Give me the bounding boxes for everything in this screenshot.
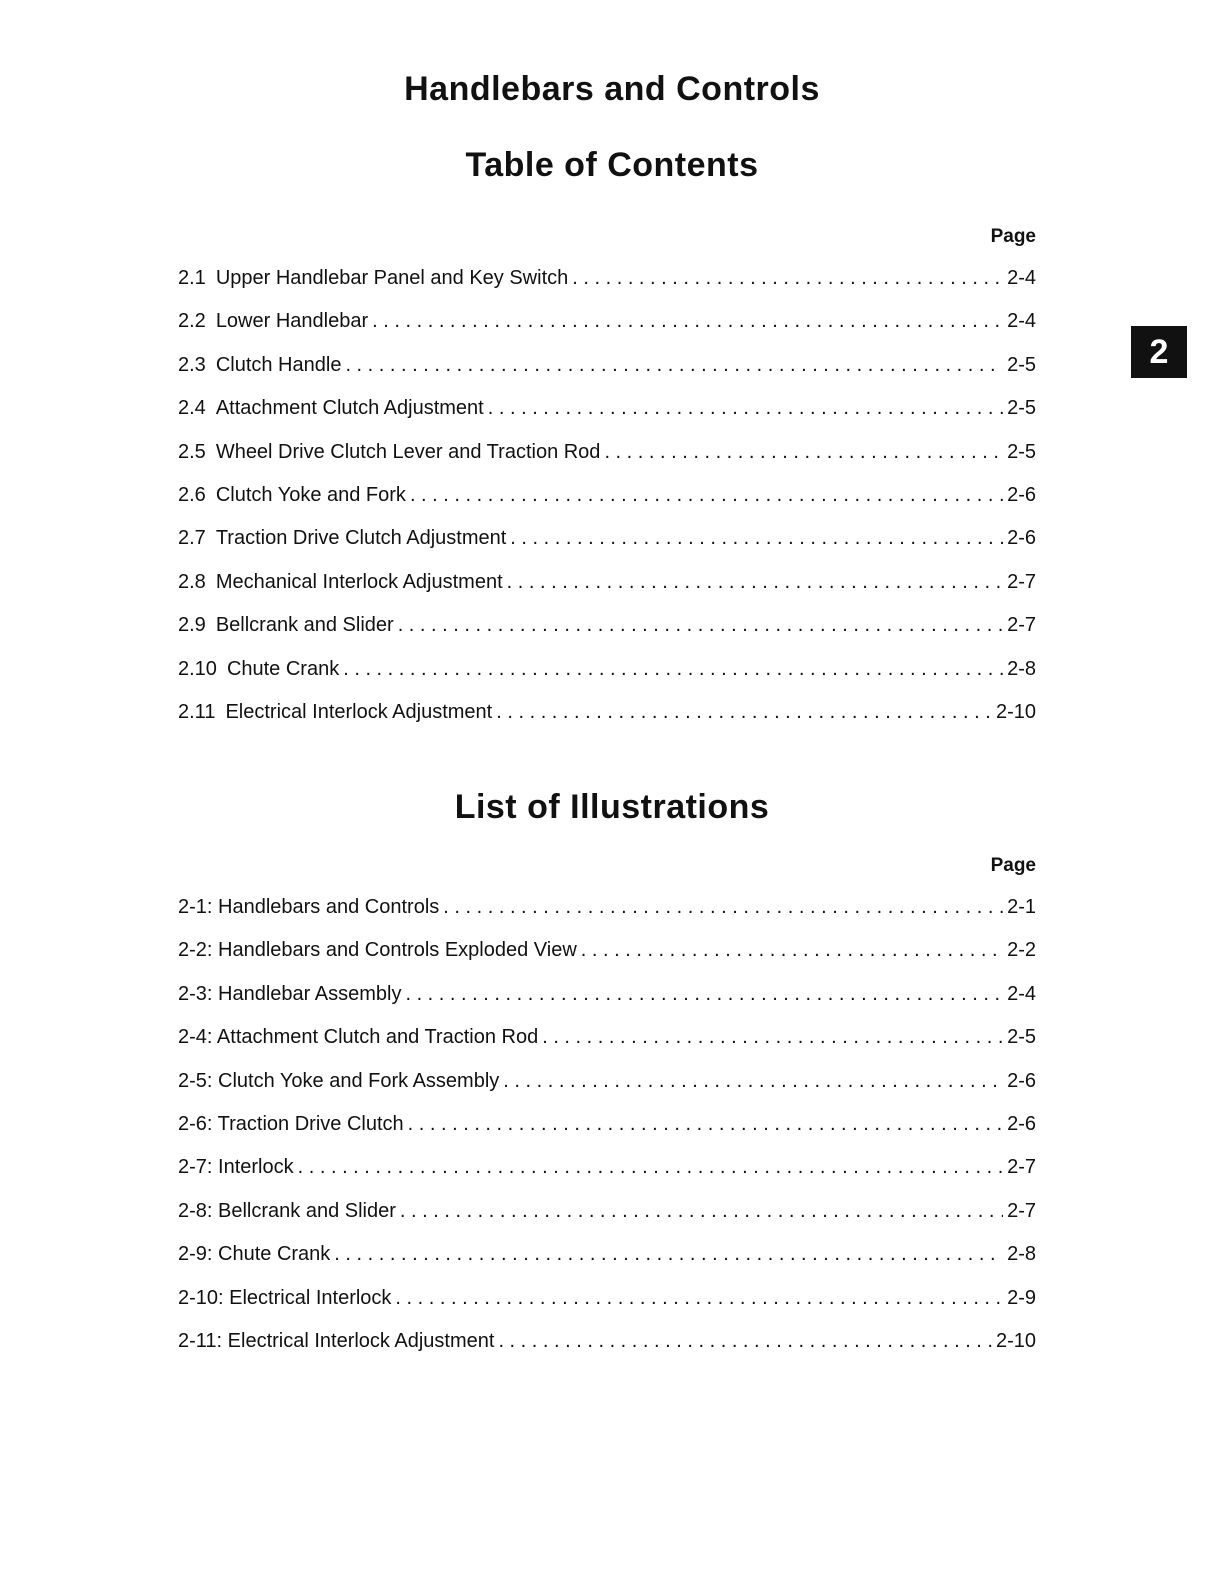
- toc-entry-page: 2-8: [1007, 657, 1036, 680]
- toc-entry-page: 2-4: [1007, 310, 1036, 333]
- toc-entry[interactable]: [178, 266, 1036, 309]
- toc-entry[interactable]: [178, 700, 1036, 743]
- toc-entry-number: 2.10: [178, 657, 217, 680]
- toc-entry-title: Attachment Clutch Adjustment: [215, 397, 484, 420]
- toc-entry[interactable]: [178, 570, 1036, 613]
- illustration-entry-page: 2-8: [1007, 1243, 1036, 1266]
- toc-entry-title: Mechanical Interlock Adjustment: [215, 570, 503, 593]
- toc-entry-number: 2.2: [178, 310, 206, 333]
- dot-leader: [298, 1155, 1003, 1179]
- illustration-entry-page: 2-2: [1007, 939, 1036, 962]
- toc-entry[interactable]: [178, 526, 1036, 569]
- illustration-entry-page: 2-6: [1007, 1069, 1036, 1092]
- illustration-entry[interactable]: [178, 1242, 1036, 1285]
- illustration-entry[interactable]: [178, 938, 1036, 981]
- dot-leader: [345, 353, 1003, 377]
- illustration-entry-page: 2-1: [1007, 896, 1036, 918]
- illustration-entry-label: 2-10: Electrical Interlock: [178, 1286, 392, 1309]
- illustration-entry[interactable]: [178, 1069, 1036, 1112]
- illustration-entry-label: 2-8: Bellcrank and Slider: [178, 1199, 396, 1222]
- toc-entry-number: 2.3: [178, 353, 206, 376]
- toc-list: [178, 266, 1036, 743]
- toc-entry-number: 2.6: [178, 483, 206, 506]
- section-tab: 2: [1131, 326, 1187, 378]
- toc-entry-page: 2-6: [1007, 527, 1036, 550]
- toc-entry-title: Clutch Handle: [215, 353, 342, 376]
- dot-leader: [488, 396, 1003, 420]
- toc-entry[interactable]: [178, 483, 1036, 526]
- loi-heading: List of Illustrations: [454, 788, 770, 826]
- toc-entry[interactable]: [178, 309, 1036, 352]
- dot-leader: [400, 1199, 1003, 1223]
- dot-leader: [334, 1242, 1003, 1266]
- toc-entry-title: Electrical Interlock Adjustment: [225, 700, 493, 723]
- illustration-entry-page: 2-9: [1007, 1286, 1036, 1309]
- illustration-entry-label: 2-11: Electrical Interlock Adjustment: [178, 1329, 495, 1352]
- toc-entry-number: 2.8: [178, 570, 206, 593]
- toc-entry[interactable]: [178, 396, 1036, 439]
- toc-entry-number: 2.5: [178, 440, 206, 463]
- toc-entry-page: 2-5: [1007, 440, 1036, 463]
- toc-entry-title: Lower Handlebar: [215, 310, 369, 333]
- toc-entry-title: Chute Crank: [226, 657, 340, 680]
- illustration-entry[interactable]: [178, 1199, 1036, 1242]
- dot-leader: [398, 613, 1003, 637]
- toc-entry-title: Wheel Drive Clutch Lever and Traction Rod: [215, 440, 601, 463]
- dot-leader: [503, 1069, 1003, 1093]
- toc-entry-page: 2-5: [1007, 397, 1036, 420]
- illustration-entry[interactable]: [178, 895, 1036, 938]
- illustration-entry-label: 2-9: Chute Crank: [178, 1243, 331, 1266]
- illustration-entry-page: 2-5: [1007, 1026, 1036, 1049]
- dot-leader: [498, 1329, 992, 1353]
- toc-entry-page: 2-6: [1007, 483, 1036, 506]
- toc-entry-title: Clutch Yoke and Fork: [215, 483, 406, 506]
- toc-entry-page: 2-10: [995, 700, 1036, 723]
- toc-entry-number: 2.4: [178, 397, 206, 420]
- toc-entry-title: Traction Drive Clutch Adjustment: [215, 527, 507, 550]
- dot-leader: [510, 526, 1003, 550]
- toc-entry-number: 2.1: [178, 267, 206, 289]
- illustration-entry-page: 2-7: [1007, 1156, 1036, 1179]
- illustration-entry-label: 2-7: Interlock: [178, 1156, 294, 1179]
- illustration-entry[interactable]: [178, 1329, 1036, 1372]
- dot-leader: [496, 700, 992, 724]
- toc-heading: Table of Contents: [465, 146, 759, 184]
- illustration-entry-label: 2-5: Clutch Yoke and Fork Assembly: [178, 1069, 500, 1092]
- illustration-entry-page: 2-10: [995, 1329, 1036, 1352]
- dot-leader: [443, 895, 1003, 919]
- toc-entry-number: 2.7: [178, 527, 206, 550]
- toc-entry-page: 2-7: [1007, 570, 1036, 593]
- illustration-entry-label: 2-1: Handlebars and Controls: [178, 896, 440, 918]
- illustration-entry-page: 2-4: [1007, 982, 1036, 1005]
- toc-page-column-label: Page: [990, 226, 1036, 247]
- illustration-entry[interactable]: [178, 1155, 1036, 1198]
- dot-leader: [542, 1025, 1003, 1049]
- illustration-entry[interactable]: [178, 982, 1036, 1025]
- toc-entry[interactable]: [178, 613, 1036, 656]
- toc-entry-title: Bellcrank and Slider: [215, 614, 394, 637]
- illustration-entry-page: 2-7: [1007, 1199, 1036, 1222]
- dot-leader: [604, 440, 1003, 464]
- toc-entry-page: 2-5: [1007, 353, 1036, 376]
- toc-entry[interactable]: [178, 657, 1036, 700]
- illustration-entry-label: 2-3: Handlebar Assembly: [178, 982, 402, 1005]
- illustration-entry[interactable]: [178, 1112, 1036, 1155]
- dot-leader: [410, 483, 1003, 507]
- toc-entry-number: 2.9: [178, 614, 206, 637]
- document-title: Handlebars and Controls: [404, 70, 820, 108]
- illustration-entry[interactable]: [178, 1286, 1036, 1329]
- toc-entry-page: 2-7: [1007, 614, 1036, 637]
- illustration-entry-label: 2-2: Handlebars and Controls Exploded View: [178, 939, 577, 962]
- dot-leader: [507, 570, 1003, 594]
- illustration-entry[interactable]: [178, 1025, 1036, 1068]
- toc-entry-number: 2.11: [178, 700, 216, 723]
- dot-leader: [405, 982, 1003, 1006]
- illustration-entry-label: 2-6: Traction Drive Clutch: [178, 1112, 404, 1135]
- dot-leader: [408, 1112, 1003, 1136]
- toc-entry[interactable]: [178, 353, 1036, 396]
- toc-entry[interactable]: [178, 440, 1036, 483]
- illustration-entry-page: 2-6: [1007, 1112, 1036, 1135]
- illustration-entry-label: 2-4: Attachment Clutch and Traction Rod: [178, 1026, 539, 1049]
- dot-leader: [572, 266, 1003, 290]
- toc-entry-title: Upper Handlebar Panel and Key Switch: [215, 267, 569, 289]
- loi-page-column-label: Page: [990, 855, 1036, 876]
- dot-leader: [581, 938, 1003, 962]
- illustration-list: [178, 895, 1036, 1372]
- dot-leader: [395, 1286, 1003, 1310]
- toc-entry-page: 2-4: [1007, 267, 1036, 289]
- dot-leader: [372, 309, 1003, 333]
- dot-leader: [343, 657, 1003, 681]
